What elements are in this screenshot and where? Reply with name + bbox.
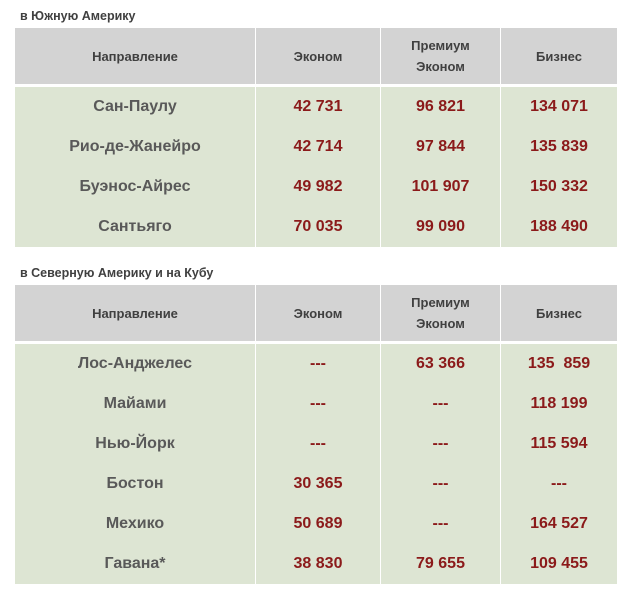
business-price-cell: --- [500, 464, 617, 504]
destination-cell: Рио-де-Жанейро [15, 127, 255, 167]
destination-cell: Мехико [15, 504, 255, 544]
table-row [15, 87, 617, 127]
table-row [15, 504, 617, 544]
premium-economy-price-cell: 63 366 [380, 344, 500, 384]
economy-price-cell: --- [255, 424, 380, 464]
premium-economy-price-cell: 96 821 [380, 87, 500, 127]
premium-economy-price-cell: 97 844 [380, 127, 500, 167]
economy-price-cell: 42 731 [255, 87, 380, 127]
business-price-cell: 134 071 [500, 87, 617, 127]
destination-cell: Бостон [15, 464, 255, 504]
table-header-row [15, 285, 617, 344]
table-row [15, 424, 617, 464]
premium-economy-price-cell: --- [380, 464, 500, 504]
header-economy: Эконом [255, 28, 380, 87]
business-price-cell: 118 199 [500, 384, 617, 424]
table-row [15, 464, 617, 504]
premium-economy-price-cell: --- [380, 504, 500, 544]
north-america-cuba-fare-table [15, 285, 617, 584]
premium-economy-price-cell: 101 907 [380, 167, 500, 207]
table-row [15, 167, 617, 207]
table-row [15, 544, 617, 584]
header-premium-economy: Премиум Эконом [380, 28, 500, 87]
destination-cell: Сантьяго [15, 207, 255, 247]
premium-economy-price-cell: 99 090 [380, 207, 500, 247]
economy-price-cell: 49 982 [255, 167, 380, 207]
table-row [15, 384, 617, 424]
business-price-cell: 135 859 [500, 344, 617, 384]
destination-cell: Буэнос-Айрес [15, 167, 255, 207]
economy-price-cell: 70 035 [255, 207, 380, 247]
header-economy: Эконом [255, 285, 380, 344]
business-price-cell: 150 332 [500, 167, 617, 207]
table-row [15, 127, 617, 167]
destination-cell: Лос-Анджелес [15, 344, 255, 384]
destination-cell: Сан-Паулу [15, 87, 255, 127]
business-price-cell: 115 594 [500, 424, 617, 464]
economy-price-cell: --- [255, 384, 380, 424]
header-direction: Направление [15, 28, 255, 87]
south-america-caption: в Южную Америку [20, 9, 136, 23]
table-header-row [15, 28, 617, 87]
destination-cell: Майами [15, 384, 255, 424]
south-america-fare-table [15, 28, 617, 247]
economy-price-cell: 42 714 [255, 127, 380, 167]
premium-economy-price-cell: --- [380, 424, 500, 464]
destination-cell: Нью-Йорк [15, 424, 255, 464]
premium-economy-price-cell: 79 655 [380, 544, 500, 584]
header-business: Бизнес [500, 28, 617, 87]
table-row [15, 207, 617, 247]
business-price-cell: 188 490 [500, 207, 617, 247]
header-direction: Направление [15, 285, 255, 344]
economy-price-cell: 38 830 [255, 544, 380, 584]
business-price-cell: 135 839 [500, 127, 617, 167]
economy-price-cell: --- [255, 344, 380, 384]
business-price-cell: 164 527 [500, 504, 617, 544]
table-row [15, 344, 617, 384]
business-price-cell: 109 455 [500, 544, 617, 584]
header-premium-economy: Премиум Эконом [380, 285, 500, 344]
premium-economy-price-cell: --- [380, 384, 500, 424]
economy-price-cell: 50 689 [255, 504, 380, 544]
header-business: Бизнес [500, 285, 617, 344]
destination-cell: Гавана* [15, 544, 255, 584]
economy-price-cell: 30 365 [255, 464, 380, 504]
north-america-caption: в Северную Америку и на Кубу [20, 266, 214, 280]
